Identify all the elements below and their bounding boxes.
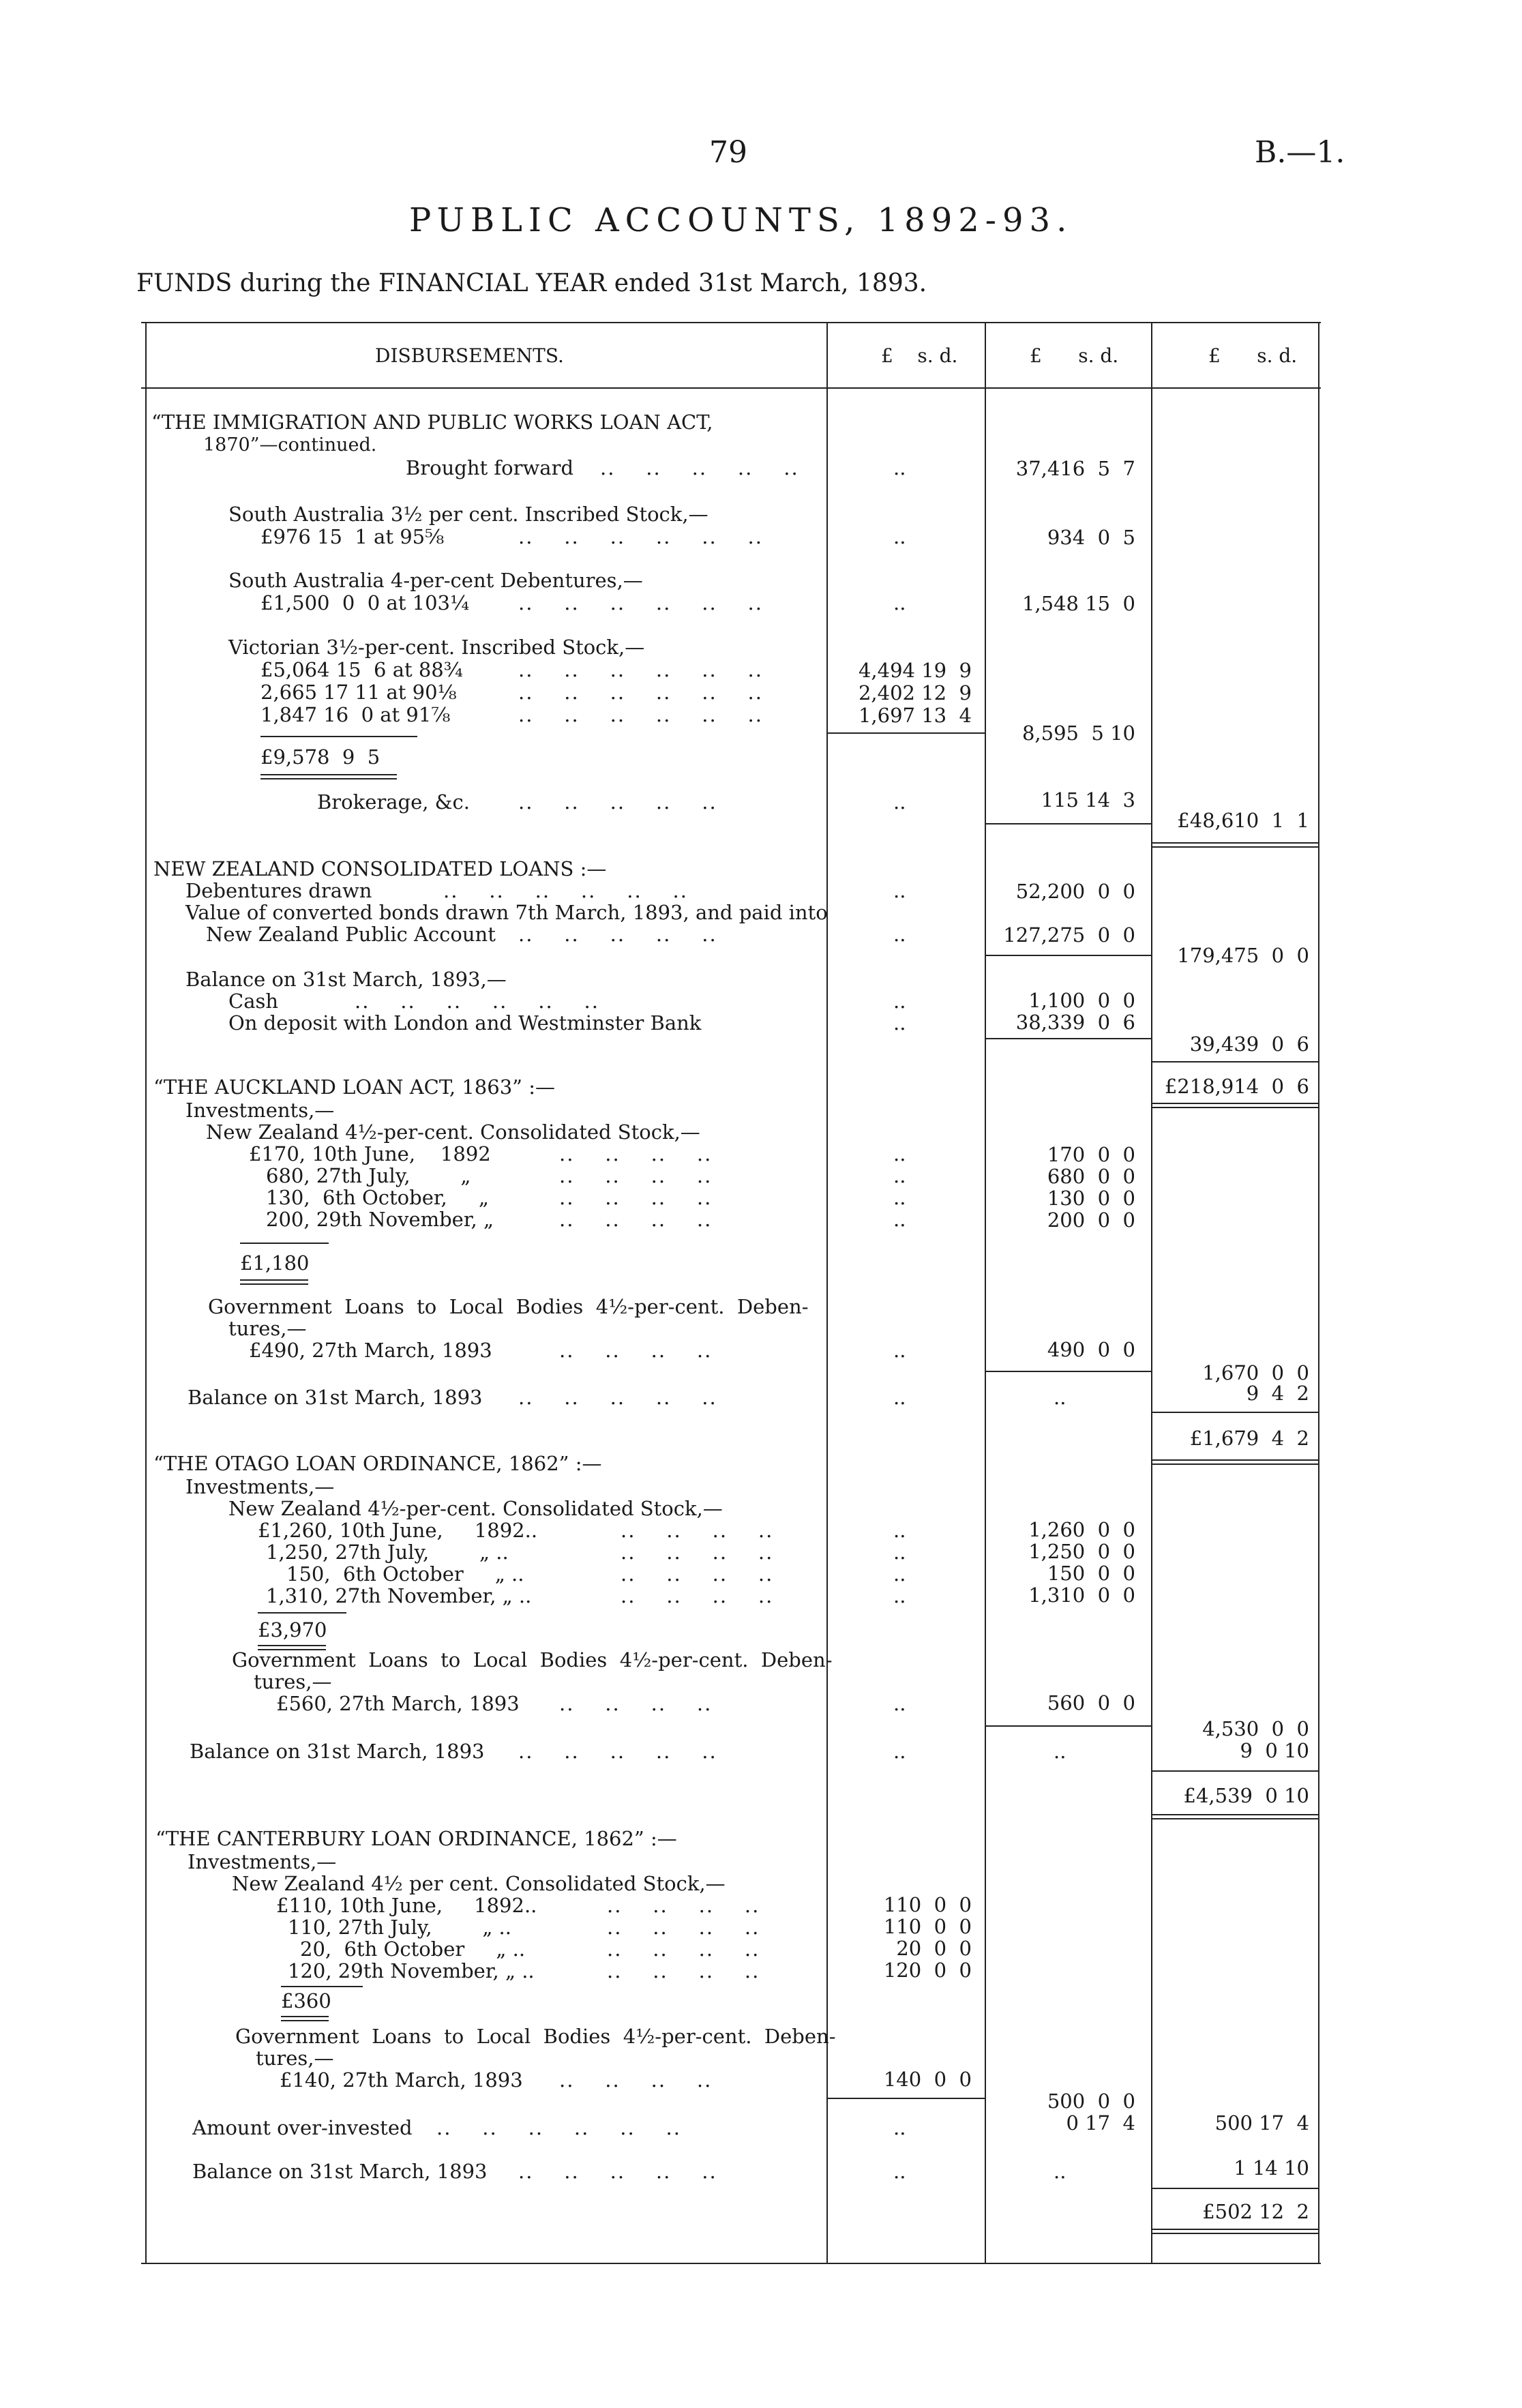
leader-dots: .. .. .. ..	[559, 1164, 713, 1187]
header-disbursements: DISBURSEMENTS.	[375, 344, 564, 367]
double-rule	[258, 1645, 326, 1646]
double-rule	[1152, 846, 1318, 848]
leader-dots: ..	[1054, 2160, 1066, 2183]
victorian-row-3: 1,847 16 0 at 91⅞	[260, 703, 451, 726]
subtotal-rule	[986, 1038, 1151, 1039]
leader-dots: .. .. .. ..	[559, 1142, 713, 1165]
gov-loans-detail: £490, 27th March, 1893	[249, 1339, 492, 1362]
over-invested-value: 0 17 4	[1066, 2111, 1135, 2135]
double-rule	[281, 2016, 329, 2017]
leader-dots: .. .. .. ..	[621, 1584, 774, 1607]
converted-bonds-label-cont: New Zealand Public Account	[206, 923, 496, 946]
leader-dots: .. .. .. .. .. ..	[518, 591, 763, 614]
deposit-value: 38,339 0 6	[1015, 1011, 1135, 1034]
investment-row-4-value: 200 0 0	[1047, 1208, 1135, 1232]
investment-row-4: 200, 29th November, „	[266, 1208, 494, 1231]
leader-dots: ..	[893, 2160, 906, 2183]
investment-row-2: 110, 27th July, „ ..	[288, 1916, 511, 1939]
investment-row-2: 680, 27th July, „	[266, 1164, 471, 1187]
subtotal-rule	[1152, 1061, 1318, 1062]
double-rule	[240, 1279, 308, 1281]
leader-dots: .. .. .. .. .. ..	[443, 879, 688, 902]
leader-dots: .. .. .. .. ..	[518, 1740, 717, 1763]
balance-label: Balance on 31st March, 1893	[192, 2160, 488, 2183]
leader-dots: .. .. .. ..	[559, 1186, 713, 1209]
leader-dots: ..	[893, 1186, 906, 1209]
double-rule	[1152, 1818, 1318, 1819]
leader-dots: .. .. .. ..	[559, 1692, 713, 1715]
investments-label: Investments,—	[188, 1850, 337, 1873]
subtotal-rule	[986, 1371, 1151, 1372]
leader-dots: ..	[893, 591, 906, 614]
double-rule	[1152, 2233, 1318, 2234]
debentures-value: 52,200 0 0	[1015, 880, 1135, 903]
leader-dots: .. .. .. .. ..	[518, 1386, 717, 1409]
investment-row-1-value: 170 0 0	[1047, 1143, 1135, 1166]
balance-total: 39,439 0 6	[1189, 1032, 1309, 1056]
sa-debentures-value: 1,548 15 0	[1021, 592, 1135, 615]
subtotal-rule	[828, 732, 985, 734]
double-rule	[260, 778, 397, 779]
leader-dots: .. .. .. ..	[607, 1916, 760, 1939]
section-total: £1,679 4 2	[1189, 1427, 1309, 1450]
section-total: £48,610 1 1	[1177, 809, 1309, 832]
section-title: “THE AUCKLAND LOAN ACT, 1863” :—	[153, 1075, 555, 1099]
brought-forward-label: Brought forward	[406, 456, 574, 479]
leader-dots: ..	[893, 1142, 906, 1165]
leader-dots: ..	[893, 790, 906, 814]
investment-row-3: 20, 6th October „ ..	[300, 1937, 526, 1961]
investment-row-3-value: 20 0 0	[896, 1937, 972, 1960]
leader-dots: .. .. .. ..	[559, 2068, 713, 2092]
gov-loans-detail: £140, 27th March, 1893	[280, 2068, 523, 2092]
leader-dots: ..	[893, 1541, 906, 1564]
nz-stock-label: New Zealand 4½-per-cent. Consolidated Stock,—	[228, 1497, 723, 1520]
leader-dots: ..	[893, 1164, 906, 1187]
subtotal-rule	[986, 955, 1151, 956]
investment-row-3: 150, 6th October „ ..	[286, 1562, 524, 1586]
victorian-total: £9,578 9 5	[260, 745, 380, 769]
investment-row-3-value: 150 0 0	[1047, 1562, 1135, 1585]
section-subtotal: 4,530 0 0	[1202, 1717, 1309, 1740]
victorian-row-1: £5,064 15 6 at 88¾	[260, 658, 463, 681]
leader-dots: ..	[1054, 1740, 1066, 1763]
investment-sum: £1,180	[240, 1251, 310, 1275]
double-rule	[1152, 1814, 1318, 1815]
subtotal-rule	[281, 1986, 363, 1987]
investment-row-1: £1,260, 10th June, 1892..	[258, 1519, 538, 1542]
header-rule	[141, 387, 1321, 389]
leader-dots: .. .. .. ..	[621, 1519, 774, 1542]
leader-dots: .. .. .. .. .. ..	[518, 658, 763, 681]
leader-dots: .. .. .. .. ..	[600, 456, 799, 479]
victorian-row-3-value: 1,697 13 4	[858, 704, 972, 727]
brokerage-label: Brokerage, &c.	[317, 790, 470, 814]
double-rule	[1152, 1463, 1318, 1465]
gov-loans-value: 490 0 0	[1047, 1338, 1135, 1361]
subtotal-rule	[986, 823, 1151, 824]
over-invested-label: Amount over-invested	[192, 2116, 413, 2139]
investments-total: 500 0 0	[1047, 2090, 1135, 2113]
investment-row-2-value: 1,250 0 0	[1028, 1540, 1135, 1563]
investment-row-4: 1,310, 27th November, „ ..	[266, 1584, 532, 1607]
sa-inscribed-label: South Australia 3½ per cent. Inscribed Stock,—	[228, 503, 708, 526]
leader-dots: ..	[893, 456, 906, 479]
leader-dots: .. .. .. ..	[621, 1541, 774, 1564]
double-rule	[260, 774, 397, 775]
gov-loans-label-cont: tures,—	[228, 1317, 307, 1340]
leader-dots: .. .. .. ..	[559, 1339, 713, 1362]
nz-stock-label: New Zealand 4½-per-cent. Consolidated Stock,—	[206, 1120, 700, 1144]
leader-dots: .. .. .. .. .. ..	[436, 2116, 681, 2139]
table-top-rule	[141, 322, 1321, 323]
investment-row-2-value: 680 0 0	[1047, 1165, 1135, 1188]
double-rule	[1152, 842, 1318, 844]
section-title-cont: 1870”—continued.	[203, 434, 377, 456]
section-subtotal: 500 17 4	[1214, 2111, 1309, 2135]
section-total: £218,914 0 6	[1164, 1075, 1309, 1098]
double-rule	[1152, 1107, 1318, 1108]
brokerage-value: 115 14 3	[1041, 788, 1135, 812]
leader-dots: ..	[893, 1519, 906, 1542]
gov-loans-value: 140 0 0	[883, 2068, 972, 2091]
cash-value: 1,100 0 0	[1028, 989, 1135, 1012]
leader-dots: ..	[893, 1339, 906, 1362]
leader-dots: ..	[893, 1011, 906, 1035]
victorian-row-2: 2,665 17 11 at 90⅛	[260, 681, 457, 704]
leader-dots: .. .. .. ..	[607, 1959, 760, 1982]
header-col3: £ s. d.	[1208, 344, 1298, 367]
leader-dots: ..	[893, 525, 906, 548]
nz-stock-label: New Zealand 4½ per cent. Consolidated Stock,—	[232, 1872, 726, 1895]
section-total: £4,539 0 10	[1183, 1784, 1309, 1807]
investment-row-3-value: 130 0 0	[1047, 1187, 1135, 1210]
investment-row-2: 1,250, 27th July, „ ..	[266, 1541, 509, 1564]
subtotal-rule	[828, 2098, 985, 2099]
gov-loans-detail: £560, 27th March, 1893	[276, 1692, 520, 1715]
deposit-label: On deposit with London and Westminster Bank	[228, 1011, 702, 1035]
header-col1: £ s. d.	[881, 344, 958, 367]
investment-sum: £3,970	[258, 1618, 327, 1641]
leader-dots: .. .. .. ..	[621, 1562, 774, 1586]
converted-bonds-label: Value of converted bonds drawn 7th March, 1893, and paid into	[185, 901, 828, 924]
investment-row-4-value: 1,310 0 0	[1028, 1584, 1135, 1607]
leader-dots: ..	[893, 1692, 906, 1715]
gov-loans-value: 560 0 0	[1047, 1691, 1135, 1714]
leader-dots: ..	[893, 1562, 906, 1586]
balance-value: 9 4 2	[1246, 1382, 1309, 1405]
investment-row-4: 120, 29th November, „ ..	[288, 1959, 535, 1982]
investment-row-1: £110, 10th June, 1892..	[276, 1894, 537, 1917]
section-total: £502 12 2	[1202, 2200, 1309, 2223]
sa-inscribed-value: 934 0 5	[1047, 526, 1135, 549]
balance-label: Balance on 31st March, 1893	[190, 1740, 485, 1763]
header-col2: £ s. d.	[1030, 344, 1119, 367]
subtotal-rule	[986, 1725, 1151, 1727]
leader-dots: ..	[893, 1386, 906, 1409]
balance-label: Balance on 31st March, 1893,—	[185, 968, 507, 991]
leader-dots: .. .. .. .. .. ..	[355, 990, 599, 1013]
victorian-label: Victorian 3½-per-cent. Inscribed Stock,—	[228, 636, 645, 659]
balance-value: 9 0 10	[1240, 1739, 1309, 1762]
loans-subtotal: 179,475 0 0	[1177, 944, 1309, 967]
leader-dots: ..	[893, 1208, 906, 1231]
leader-dots: ..	[893, 879, 906, 902]
section-subtotal: 1,670 0 0	[1202, 1361, 1309, 1384]
investments-label: Investments,—	[185, 1475, 335, 1498]
leader-dots: ..	[1054, 1386, 1066, 1409]
gov-loans-label-cont: tures,—	[254, 1670, 332, 1693]
double-rule	[281, 2020, 329, 2021]
subtotal-rule	[260, 736, 417, 737]
investment-row-1-value: 110 0 0	[883, 1893, 972, 1916]
subtotal-rule	[258, 1612, 346, 1614]
leader-dots: ..	[893, 923, 906, 946]
table-bottom-rule	[141, 2263, 1321, 2264]
double-rule	[1152, 1459, 1318, 1461]
brought-forward-value: 37,416 5 7	[1015, 457, 1135, 480]
col-border-3	[1151, 322, 1152, 2263]
section-title: NEW ZEALAND CONSOLIDATED LOANS :—	[153, 857, 607, 880]
sa-debentures-label: South Australia 4-per-cent Debentures,—	[228, 569, 643, 592]
investments-label: Investments,—	[185, 1099, 335, 1122]
sa-debentures-detail: £1,500 0 0 at 103¼	[260, 591, 470, 614]
victorian-sum-value: 8,595 5 10	[1021, 722, 1135, 745]
gov-loans-label-cont: tures,—	[256, 2047, 334, 2070]
balance-label: Balance on 31st March, 1893	[188, 1386, 483, 1409]
debentures-label: Debentures drawn	[185, 879, 372, 902]
leader-dots: .. .. .. .. .. ..	[518, 525, 763, 548]
converted-bonds-value: 127,275 0 0	[1003, 923, 1135, 947]
page-reference: B.—1.	[1255, 135, 1345, 170]
leader-dots: .. .. .. ..	[607, 1937, 760, 1961]
section-title: “THE IMMIGRATION AND PUBLIC WORKS LOAN ACT,	[151, 411, 713, 434]
col-border-left	[145, 322, 147, 2263]
gov-loans-label: Government Loans to Local Bodies 4½-per-cent. Deben-	[208, 1295, 809, 1318]
sa-inscribed-detail: £976 15 1 at 95⅝	[260, 525, 445, 548]
subtotal-rule	[1152, 1412, 1318, 1413]
leader-dots: ..	[893, 990, 906, 1013]
leader-dots: ..	[893, 2116, 906, 2139]
leader-dots: .. .. .. .. .. ..	[518, 681, 763, 704]
cash-label: Cash	[228, 990, 279, 1013]
double-rule	[240, 1283, 308, 1285]
balance-value: 1 14 10	[1234, 2156, 1309, 2180]
double-rule	[1152, 2229, 1318, 2230]
leader-dots: ..	[893, 1740, 906, 1763]
leader-dots: .. .. .. .. ..	[518, 2160, 717, 2183]
investment-row-4-value: 120 0 0	[883, 1959, 972, 1982]
leader-dots: .. .. .. .. ..	[518, 923, 717, 946]
leader-dots: .. .. .. .. .. ..	[518, 703, 763, 726]
leader-dots: .. .. .. .. ..	[518, 790, 717, 814]
subtotal-rule	[240, 1243, 329, 1244]
investment-row-1-value: 1,260 0 0	[1028, 1518, 1135, 1541]
subtotal-rule	[1152, 1770, 1318, 1772]
col-border-right	[1318, 322, 1319, 2263]
section-title: “THE OTAGO LOAN ORDINANCE, 1862” :—	[153, 1452, 602, 1475]
investment-row-2-value: 110 0 0	[883, 1915, 972, 1938]
section-title: “THE CANTERBURY LOAN ORDINANCE, 1862” :—	[155, 1827, 677, 1850]
leader-dots: .. .. .. ..	[607, 1894, 760, 1917]
investment-row-3: 130, 6th October, „	[266, 1186, 489, 1209]
page-subtitle: FUNDS during the FINANCIAL YEAR ended 31st March, 1893.	[136, 269, 927, 297]
page-title: PUBLIC ACCOUNTS, 1892-93.	[409, 201, 1073, 239]
subtotal-rule	[1152, 2188, 1318, 2189]
victorian-row-1-value: 4,494 19 9	[858, 659, 972, 682]
gov-loans-label: Government Loans to Local Bodies 4½-per-cent. Deben-	[232, 1648, 833, 1671]
leader-dots: ..	[893, 1584, 906, 1607]
investment-sum: £360	[281, 1989, 331, 2012]
page-number: 79	[709, 135, 747, 170]
leader-dots: .. .. .. ..	[559, 1208, 713, 1231]
victorian-row-2-value: 2,402 12 9	[858, 681, 972, 704]
gov-loans-label: Government Loans to Local Bodies 4½-per-cent. Deben-	[235, 2025, 836, 2048]
investment-row-1: £170, 10th June, 1892	[249, 1142, 491, 1165]
double-rule	[1152, 1103, 1318, 1104]
